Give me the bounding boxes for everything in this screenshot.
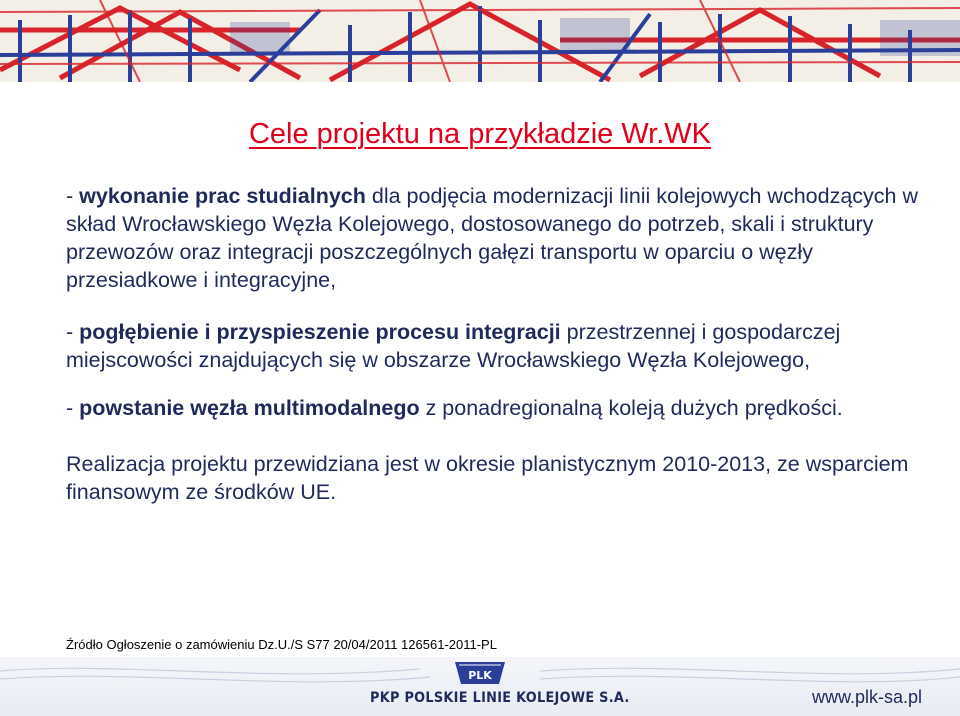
goal-paragraph-2	[66, 318, 926, 374]
header-banner-illustration	[0, 0, 960, 82]
slide-content	[66, 182, 926, 506]
realization-text: Realizacja projektu przewidziana jest w okresie planistycznym 2010-2013, ze wsparciem finansowym ze środków UE.	[66, 452, 909, 504]
goal-bold-phrase: wykonanie prac studialnych	[79, 184, 366, 208]
goal-bold-phrase: powstanie węzła multimodalnego	[79, 396, 420, 420]
goal-bold-phrase: pogłębienie i przyspieszenie procesu integracji	[79, 320, 561, 344]
goal-paragraph-3	[66, 394, 926, 422]
bullet-prefix: -	[66, 320, 80, 344]
goal-text: dla podjęcia modernizacji linii kolejowych wchodzących w skład Wrocławskiego Węzła Kolejowego, dostosowanego do potrzeb, skali i struktury przewozów oraz integracji poszczególnych gałęzi transportu w oparciu o węzły przesiadkowe i integracyjne,	[66, 184, 918, 292]
source-note: Źródło Ogłoszenie o zamówieniu Dz.U./S S77 20/04/2011 126561-2011-PL	[66, 637, 497, 652]
website-url: www.plk-sa.pl	[811, 687, 922, 707]
goal-text: z ponadregionalną koleją dużych prędkości.	[419, 396, 843, 420]
goal-text: przestrzennej i gospodarczej miejscowości znajdujących się w obszarze Wrocławskiego Węzła Kolejowego,	[66, 320, 841, 372]
slide-title: Cele projektu na przykładzie Wr.WK	[248, 118, 712, 150]
bullet-prefix: -	[66, 184, 80, 208]
plk-logo-text: PLK	[468, 669, 492, 682]
realization-paragraph	[66, 450, 926, 506]
company-name: PKP POLSKIE LINIE KOLEJOWE S.A.	[370, 690, 630, 706]
footer-bar	[0, 657, 960, 716]
bullet-prefix: -	[66, 396, 80, 420]
goal-paragraph-1	[66, 182, 926, 294]
plk-logo-icon	[453, 659, 507, 687]
